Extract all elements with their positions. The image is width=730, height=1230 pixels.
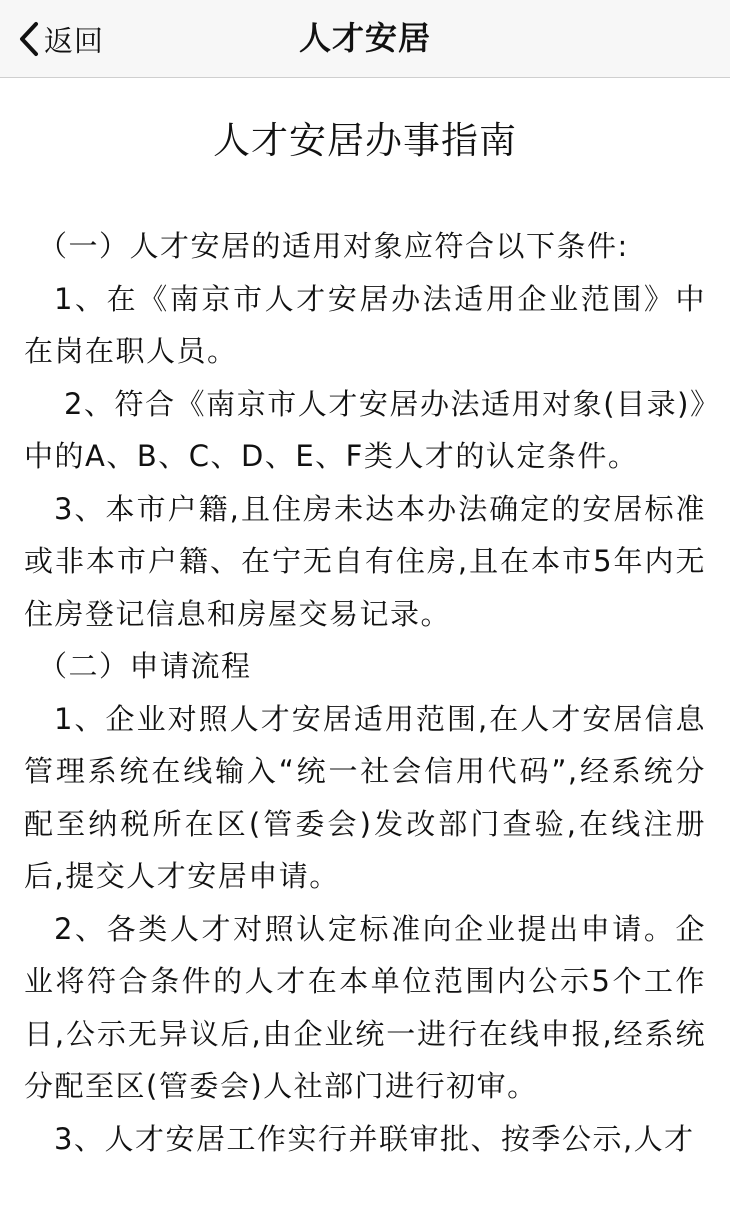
back-label: 返回 xyxy=(44,23,105,58)
navigation-bar xyxy=(0,0,730,78)
page-title: 人才安居 xyxy=(298,19,431,57)
document-content xyxy=(0,78,730,1230)
paragraph-process-1: 1、企业对照人才安居适用范围,在人才安居信息管理系统在线输入“统一社会信用代码”,经系统分配至纳税所在区(管委会)发改部门查验,在线注册后,提交人才安居申请。 xyxy=(24,701,706,893)
paragraph-eligibility-2: 2、符合《南京市人才安居办法适用对象(目录)》中的A、B、C、D、E、F类人才的认定条件。 xyxy=(24,386,706,473)
paragraph-process-3: 3、人才安居工作实行并联审批、按季公示,人才 xyxy=(54,1121,695,1156)
document-body xyxy=(24,220,706,1165)
section-heading-eligibility: （一）人才安居的适用对象应符合以下条件: xyxy=(38,229,629,263)
chevron-left-icon xyxy=(18,21,40,57)
back-button[interactable] xyxy=(18,0,104,78)
paragraph-process-2: 2、各类人才对照认定标准向企业提出申请。企业将符合条件的人才在本单位范围内公示5个工作日,公示无异议后,由企业统一进行在线申报,经系统分配至区(管委会)人社部门进行初审。 xyxy=(24,911,706,1103)
section-heading-process: （二）申请流程 xyxy=(38,649,252,683)
paragraph-eligibility-1: 1、在《南京市人才安居办法适用企业范围》中在岗在职人员。 xyxy=(24,281,706,368)
paragraph-eligibility-3: 3、本市户籍,且住房未达本办法确定的安居标准或非本市户籍、在宁无自有住房,且在本市5年内无住房登记信息和房屋交易记录。 xyxy=(24,491,706,631)
document-title: 人才安居办事指南 xyxy=(213,119,517,162)
